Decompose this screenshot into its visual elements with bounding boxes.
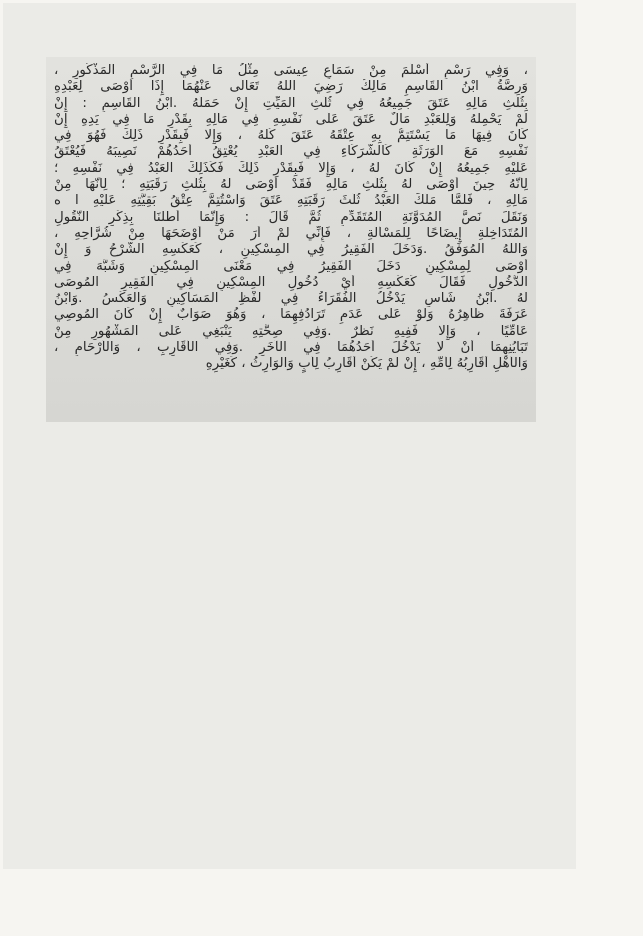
text-line: وَنَقَلَ نَصَّ الْمُدَوَّنَةِ الْمُتَقَدِّمِ ثُمَّ قَالَ : وَإِنَّمَا أَطَلْنَا بِذِكْرِ النُّقُولِ: [54, 209, 528, 225]
text-line: بِثُلُثِ مَالِهِ عَتَقَ جَمِيعُهُ فِي ثُلُثِ الْمَيِّتِ إِنْ حَمَلَهُ .ابْنُ الْقَاسِمِ : إِنْ: [54, 95, 528, 111]
text-line: نَفْسِهِ مَعَ الْوَرَثَةِ كَالشُّرَكَاءِ فِي الْعَبْدِ يُعْتِقُ أَحَدُهُمْ نَصِيبَهُ فَيُعْتَقُ: [54, 144, 528, 160]
text-line: أَوْصَى لِمِسْكِينٍ دَخَلَ الْفَقِيرُ فِي مَعْنَى الْمِسْكِينِ وَشَبَّهَ فِي: [54, 258, 528, 274]
text-line: تَبَايُنِهِمَا أَنْ لَا يَدْخُلَ أَحَدُهُمَا فِي الْآخَرِ .وَفِي الْأَقَارِبِ ، وَالْأَرْحَامِ ،: [54, 340, 528, 356]
text-line: مَالِهِ ، فَلَمَّا مَلَكَ الْعَبْدُ ثُلُثَ رَقَبَتِهِ عَتَقَ وَاسْتُتِمَّ عِتْقُ بَقِيَّتِهِ عَلَيْهِ ا ه: [54, 193, 528, 209]
text-line: ، وَفِي رَسْمِ أَسْلَمَ مِنْ سَمَاعِ عِيسَى مِثْلُ مَا فِي الرَّسْمِ الْمَذْكُورِ ،: [54, 63, 528, 78]
text-line: لَمْ يَحْمِلْهُ وَلِلْعَبْدِ مَالٌ عَتَقَ عَلَى نَفْسِهِ فِي مَالِهِ بِقَدْرِ مَا فِي يَدِهِ إِنْ: [54, 111, 528, 127]
text-line: عَامِّيًا ، وَإِلَّا فَفِيهِ نَظَرٌ .وَفِي صِحَّتِهِ يَنْبَغِي عَلَى الْمَشْهُورِ مِنْ: [54, 323, 528, 339]
text-line: وَرِصَّةُ ابْنُ الْقَاسِمِ مَالِكُ رَضِيَ اللَّهُ تَعَالَى عَنْهُمَا إِذَا أَوْصَى لِعَبْدِهِ: [54, 79, 528, 95]
text-line: كَانَ فِيهَا مَا يَسْتَتِمُّ بِهِ عِتْقَهُ عَتَقَ كُلُّهُ ، وَإِلَّا فَبِقَدْرِ ذَلِكَ فَهُوَ فِي: [54, 128, 528, 144]
text-line: وَاللَّهُ الْمُوَفِّقُ .وَدَخَلَ الْفَقِيرُ فِي الْمِسْكِينِ ، كَعَكْسِهِ الشَّرْحُ وَ إِنْ: [54, 242, 528, 258]
text-line: عَلَيْهِ جَمِيعُهُ إِنْ كَانَ لَهُ ، وَإِلَّا فَبِقَدْرِ ذَلِكَ فَكَذَلِكَ الْعَبْدُ فِي نَفْسِهِ ؛: [54, 160, 528, 176]
document-page: [3, 3, 576, 869]
text-block: [46, 57, 536, 422]
text-line: وَالْأَهْلِ أَقَارِبُهُ لِأُمِّهِ ، إِنْ لَمْ يَكُنْ أَقَارِبُ لِأَبٍ وَالْوَارِثُ ، كَغَيْرِهِ: [205, 356, 528, 372]
text-line: الْمُتَدَاخِلَةِ إِيضَاحًا لِلْمَسْأَلَةِ ، فَإِنِّي لَمْ أَرَ مَنْ أَوْضَحَهَا مِنْ شُرَّاحِهِ ،: [54, 225, 528, 241]
text-line: لَهُ .ابْنُ شَاسٍ يَدْخُلُ الْفُقَرَاءُ فِي لَفْظِ الْمَسَاكِينِ وَالْعَكْسُ .وَابْنُ: [54, 291, 528, 307]
text-line: لِأَنَّهُ حِينَ أَوْصَى لَهُ بِثُلُثِ مَالِهِ فَقَدْ أَوْصَى لَهُ بِثُلُثِ رَقَبَتِهِ ؛ لِأَنَّهَا مِنْ: [54, 177, 528, 193]
text-line: عَرَفَةَ ظَاهِرُهُ وَلَوْ عَلَى عَدَمِ تَرَادُفِهِمَا ، وَهُوَ صَوَابٌ إِنْ كَانَ الْمُوصِي: [54, 307, 528, 323]
text-line: الدُّخُولِ فَقَالَ كَعَكْسِهِ أَيْ دُخُولِ الْمِسْكِينِ فِي الْفَقِيرِ الْمُوصَى: [54, 274, 528, 290]
